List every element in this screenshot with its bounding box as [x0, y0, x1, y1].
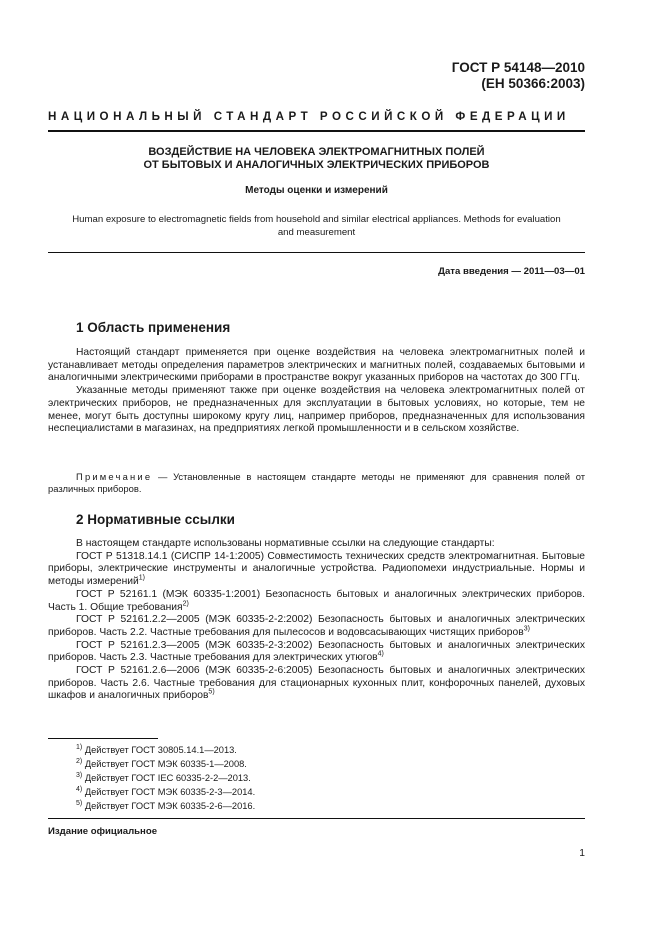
footnote-ref: 4): [377, 650, 384, 658]
footnote-mark: 1): [76, 743, 83, 751]
document-subtitle: Методы оценки и измерений: [245, 185, 388, 196]
footer-divider: [48, 818, 585, 819]
footnote-ref: 5): [208, 689, 215, 697]
document-title: [48, 146, 585, 172]
section-2-body: [48, 538, 585, 703]
section-2-heading: 2 Нормативные ссылки: [76, 512, 235, 527]
footnote-item: $^{1)}$ Действует ГОСТ 30805.14.1—2013.: [76, 743, 237, 755]
footnote-mark: 4): [76, 785, 83, 793]
title-line-2: ОТ БЫТОВЫХ И АНАЛОГИЧНЫХ ЭЛЕКТРИЧЕСКИХ ПРИБОРОВ: [143, 159, 490, 171]
section-1-paragraph: Указанные методы применяют также при оценке воздействия на человека электромагнитных полей от электрических приборов, не предназначенных для эксплуатации в бытовых условиях, но которые, тем не менее, могут быть доступны широкому кругу лиц, например приборов, предназначенных для использования неспециалистами в магазинах, на предприятиях легкой промышленности и в сельском хозяйстве.: [48, 385, 585, 435]
edition-label: Издание официальное: [48, 826, 158, 837]
normative-reference: ГОСТ Р 52161.2.6—2006 (МЭК 60335-2-6:2005) Безопасность бытовых и аналогичных электрических приборов. Часть 2.6. Частные требования для стационарных кухонных плит, конфорочных панелей, духовых шкафов и аналогичных приборов$^{5)}$: [48, 665, 585, 702]
footnote-item: $^{2)}$ Действует ГОСТ МЭК 60335-1—2008.: [76, 757, 247, 769]
normative-reference: ГОСТ Р 52161.2.2—2005 (МЭК 60335-2-2:2002) Безопасность бытовых и аналогичных электрических приборов. Часть 2.2. Частные требования для пылесосов и водовсасывающих чистящих приборов$^{3)}$: [48, 614, 585, 638]
english-title-line-1: Human exposure to electromagnetic fields from household and similar electrical appliances. Methods for evaluation: [72, 214, 561, 225]
note-text: — Установленные в настоящем стандарте методы не применяют для сравнения полей от различных приборов.: [48, 471, 585, 495]
english-title: [48, 213, 585, 239]
introduction-date: Дата введения — 2011—03—01: [438, 266, 585, 277]
footnote-item: $^{5)}$ Действует ГОСТ МЭК 60335-2-6—2016.: [76, 799, 256, 811]
footnote-mark: 2): [76, 757, 83, 765]
section-1-note: [48, 471, 585, 495]
standard-number: ГОСТ Р 54148—2010: [451, 60, 585, 75]
section-1-body: [48, 347, 585, 436]
footnote-mark: 5): [76, 799, 83, 807]
section-1-heading: 1 Область применения: [76, 320, 231, 335]
national-standard-banner: НАЦИОНАЛЬНЫЙ СТАНДАРТ РОССИЙСКОЙ ФЕДЕРАЦИИ: [48, 110, 570, 123]
footnote-mark: 3): [76, 771, 83, 779]
footnote-ref: 3): [523, 625, 530, 633]
normative-reference: ГОСТ Р 52161.1 (МЭК 60335-1:2001) Безопасность бытовых и аналогичных электрических приборов. Часть 1. Общие требования$^{2)}$: [48, 588, 585, 613]
english-title-line-2: and measurement: [277, 227, 356, 238]
standard-header: [452, 60, 585, 92]
section-2-intro: В настоящем стандарте использованы нормативные ссылки на следующие стандарты:: [76, 538, 495, 549]
page-number: 1: [579, 848, 585, 859]
footnote-item: $^{4)}$ Действует ГОСТ МЭК 60335-2-3—2014.: [76, 785, 256, 797]
section-1-paragraph: Настоящий стандарт применяется при оценке воздействия на человека электромагнитных полей и устанавливает методы определения параметров электрических и магнитных полей, создаваемых бытовыми и аналогичными электрическими приборами в пространстве вокруг указанных приборов на частотах до 300 ГГц.: [48, 347, 585, 384]
footnote-item: $^{3)}$ Действует ГОСТ IEC 60335-2-2—2013.: [76, 771, 251, 783]
header-divider: [48, 130, 585, 132]
title-line-1: ВОЗДЕЙСТВИЕ НА ЧЕЛОВЕКА ЭЛЕКТРОМАГНИТНЫХ ПОЛЕЙ: [148, 146, 485, 158]
normative-reference: ГОСТ Р 51318.14.1 (СИСПР 14-1:2005) Совместимость технических средств электромагнитная. Бытовые приборы, электрические инструменты и аналогичные устройства. Радиопомехи индустриальные. Нормы и методы измерений$^{1)}$: [48, 550, 585, 588]
equivalent-standard: (ЕН 50366:2003): [481, 76, 585, 91]
footnote-ref: 2): [182, 600, 189, 608]
normative-reference: ГОСТ Р 52161.2.3—2005 (МЭК 60335-2-3:2002) Безопасность бытовых и аналогичных электрических приборов. Часть 2.3. Частные требования для электрических утюгов$^{4)}$: [48, 639, 585, 664]
footnote-divider: [48, 738, 158, 739]
footnote-ref: 1): [138, 574, 145, 582]
note-label: Примечание: [76, 471, 153, 482]
footnotes: [76, 743, 255, 813]
title-divider: [48, 252, 585, 253]
